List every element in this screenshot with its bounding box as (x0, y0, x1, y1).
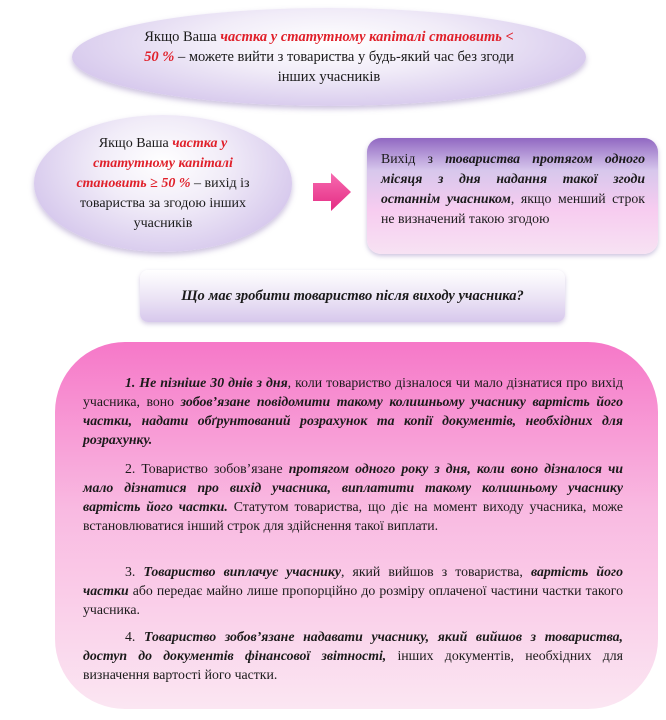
item-3-value: вартість його частки (83, 564, 623, 598)
left-ellipse-condition-50-or-more (34, 115, 292, 252)
exit-procedure-text (381, 149, 645, 229)
top-ellipse-text (139, 27, 519, 87)
obligation-item-4 (83, 627, 623, 684)
item-2-text: Статутом товариства, що діє на момент виходу учасника, може встановлюватися інший строк для здійснення такої виплати. (83, 499, 624, 533)
top-ellipse-condition-less-50 (72, 8, 586, 106)
item-1-obligation: зобов’язане повідомити такому колишньому учаснику вартість його частки, надати обґрунтований розрахунок та копії документів, необхідних для розрахунку. (83, 394, 623, 447)
question-heading (140, 270, 565, 322)
top-ellipse-highlight: частка у статутному капіталі становить < 50 % (144, 29, 514, 65)
item-2-obligation: протягом одного року з дня, коли воно дізналося чи мало дізнатися про вихід учасника, виплатити такому колишньому учаснику вартість його частки. (83, 461, 623, 514)
item-3-text: , який вийшов з товариства, (340, 564, 531, 579)
left-ellipse-pre: Якщо Ваша (98, 135, 173, 151)
item-4-text: інших документів, необхідних для визначення вартості його частки. (83, 648, 623, 682)
item-2-lead: 2. Товариство зобов’язане (125, 461, 289, 476)
exit-procedure-bold: товариства протягом одного місяця з дня надання такої згоди останнім учасником (381, 151, 645, 206)
right-arrow-icon (313, 172, 353, 212)
top-ellipse-post: – можете вийти з товариства у будь-який час без згоди інших учасників (174, 49, 514, 85)
exit-procedure-post: , якщо менший строк не визначений такою згодою (381, 191, 646, 226)
item-3-number: 3. (125, 564, 144, 579)
item-3-tail: або передає майно лише пропорційно до розміру оплаченої частини частки такого учасника. (83, 583, 623, 617)
left-ellipse-post: – вихід із товариства за згодою інших учасників (79, 175, 250, 231)
obligation-item-2 (83, 459, 623, 535)
exit-procedure-pre: Вихід з (381, 151, 446, 166)
question-text: Що має зробити товариство після виходу учасника? (181, 287, 524, 304)
top-ellipse-pre: Якщо Ваша (144, 29, 221, 45)
item-4-number: 4. (125, 629, 145, 644)
exit-procedure-box (367, 138, 658, 254)
item-3-obligation: Товариство виплачує учаснику (143, 564, 341, 579)
obligation-item-3 (83, 562, 623, 619)
item-1-text: , коли товариство дізналося чи мало дізнатися про вихід учасника, воно (83, 375, 623, 409)
obligation-item-1 (83, 373, 623, 449)
item-1-deadline: 1. Не пізніше 30 днів з дня (125, 375, 288, 390)
item-4-obligation: Товариство зобов’язане надавати учаснику, який вийшов з товариства, доступ до документів фінансової звітності, (83, 629, 624, 663)
left-ellipse-highlight: частка у статутному капіталі становить ≥ 50 % (76, 135, 233, 191)
left-ellipse-text (68, 134, 258, 234)
